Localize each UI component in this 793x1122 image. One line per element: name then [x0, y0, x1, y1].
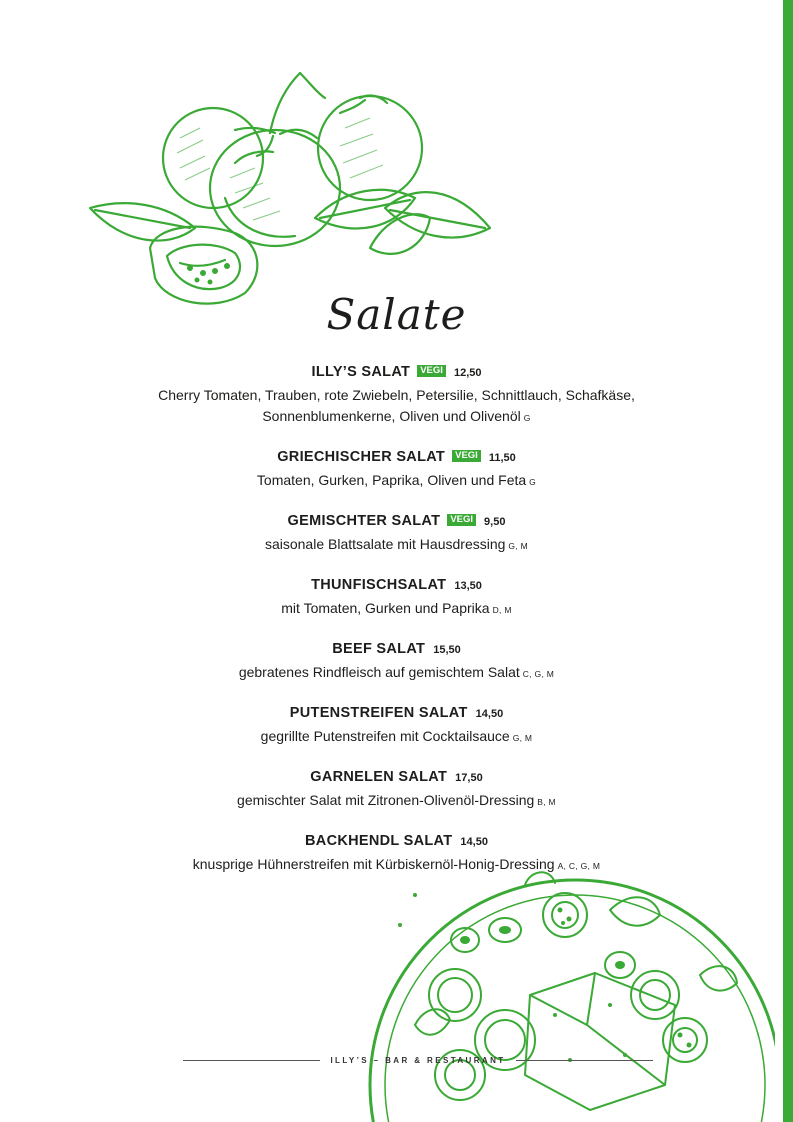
item-price: 14,50: [460, 836, 488, 848]
description-line: Cherry Tomaten, Trauben, rote Zwiebeln, Petersilie, Schnittlauch, Schafkäse,: [158, 387, 635, 403]
item-heading: [0, 831, 793, 852]
description-text: gebratenes Rindfleisch auf gemischtem Salat: [238, 664, 520, 680]
footer-text: ILLY’S – BAR & RESTAURANT: [330, 1055, 506, 1065]
menu-item: [0, 447, 793, 493]
footer-divider-left: [183, 1060, 320, 1061]
item-name: GEMISCHTER SALAT: [287, 513, 441, 529]
allergen-codes: A, C, G, M: [557, 861, 601, 871]
footer: [183, 1053, 653, 1067]
item-description: [0, 662, 793, 685]
item-heading: [0, 703, 793, 724]
description-text: knusprige Hühnerstreifen mit Kürbiskernöl-Honig-Dressing: [192, 856, 555, 872]
menu-item: [0, 767, 793, 813]
footer-divider-right: [516, 1060, 653, 1061]
item-description: [0, 385, 793, 429]
item-name: GARNELEN SALAT: [310, 769, 448, 785]
item-name: PUTENSTREIFEN SALAT: [289, 705, 468, 721]
item-name: BEEF SALAT: [332, 641, 426, 657]
item-heading: [0, 639, 793, 660]
item-heading: [0, 362, 793, 383]
description-text: gemischter Salat mit Zitronen-Olivenöl-Dressing: [237, 792, 535, 808]
item-name: BACKHENDL SALAT: [305, 833, 453, 849]
description-text: gegrillte Putenstreifen mit Cocktailsauce: [260, 728, 510, 744]
allergen-codes: G, M: [512, 733, 533, 743]
description-line: [0, 406, 793, 429]
item-price: 11,50: [488, 452, 516, 464]
item-price: 14,50: [475, 708, 504, 720]
item-description: [0, 470, 793, 493]
menu-list: [0, 362, 793, 895]
allergen-codes: D, M: [492, 605, 512, 615]
item-name: GRIECHISCHER SALAT: [277, 449, 446, 465]
item-price: 17,50: [455, 772, 483, 784]
tomato-illustration: [85, 68, 495, 318]
item-name: ILLY’S SALAT: [311, 364, 411, 380]
item-description: [0, 790, 793, 813]
item-price: 9,50: [484, 516, 506, 528]
item-name: THUNFISCHSALAT: [311, 577, 447, 593]
vegi-badge: VEGI: [417, 365, 446, 377]
vegi-badge: VEGI: [452, 450, 481, 462]
menu-item: [0, 511, 793, 557]
item-heading: [0, 511, 793, 532]
salad-bowl-illustration: [355, 855, 775, 1122]
menu-item: [0, 362, 793, 429]
allergen-codes: B, M: [537, 797, 556, 807]
item-heading: [0, 447, 793, 468]
description-text: Sonnenblumenkerne, Oliven und Olivenöl: [262, 408, 521, 424]
allergen-codes: G, M: [508, 541, 529, 551]
menu-item: [0, 703, 793, 749]
item-price: 12,50: [453, 367, 482, 379]
item-heading: [0, 767, 793, 788]
section-title: Salate: [326, 290, 467, 339]
vegi-badge: VEGI: [447, 514, 476, 526]
allergen-codes: C, G, M: [522, 669, 555, 679]
description-text: Tomaten, Gurken, Paprika, Oliven und Feta: [256, 472, 527, 488]
item-price: 13,50: [454, 580, 482, 592]
description-text: mit Tomaten, Gurken und Paprika: [281, 600, 490, 616]
item-heading: [0, 575, 793, 596]
item-description: [0, 726, 793, 749]
allergen-codes: G: [523, 413, 531, 423]
item-description: [0, 598, 793, 621]
menu-item: [0, 575, 793, 621]
description-text: saisonale Blattsalate mit Hausdressing: [264, 536, 506, 552]
menu-item: [0, 639, 793, 685]
allergen-codes: G: [529, 477, 537, 487]
item-description: [0, 534, 793, 557]
item-price: 15,50: [433, 644, 461, 656]
